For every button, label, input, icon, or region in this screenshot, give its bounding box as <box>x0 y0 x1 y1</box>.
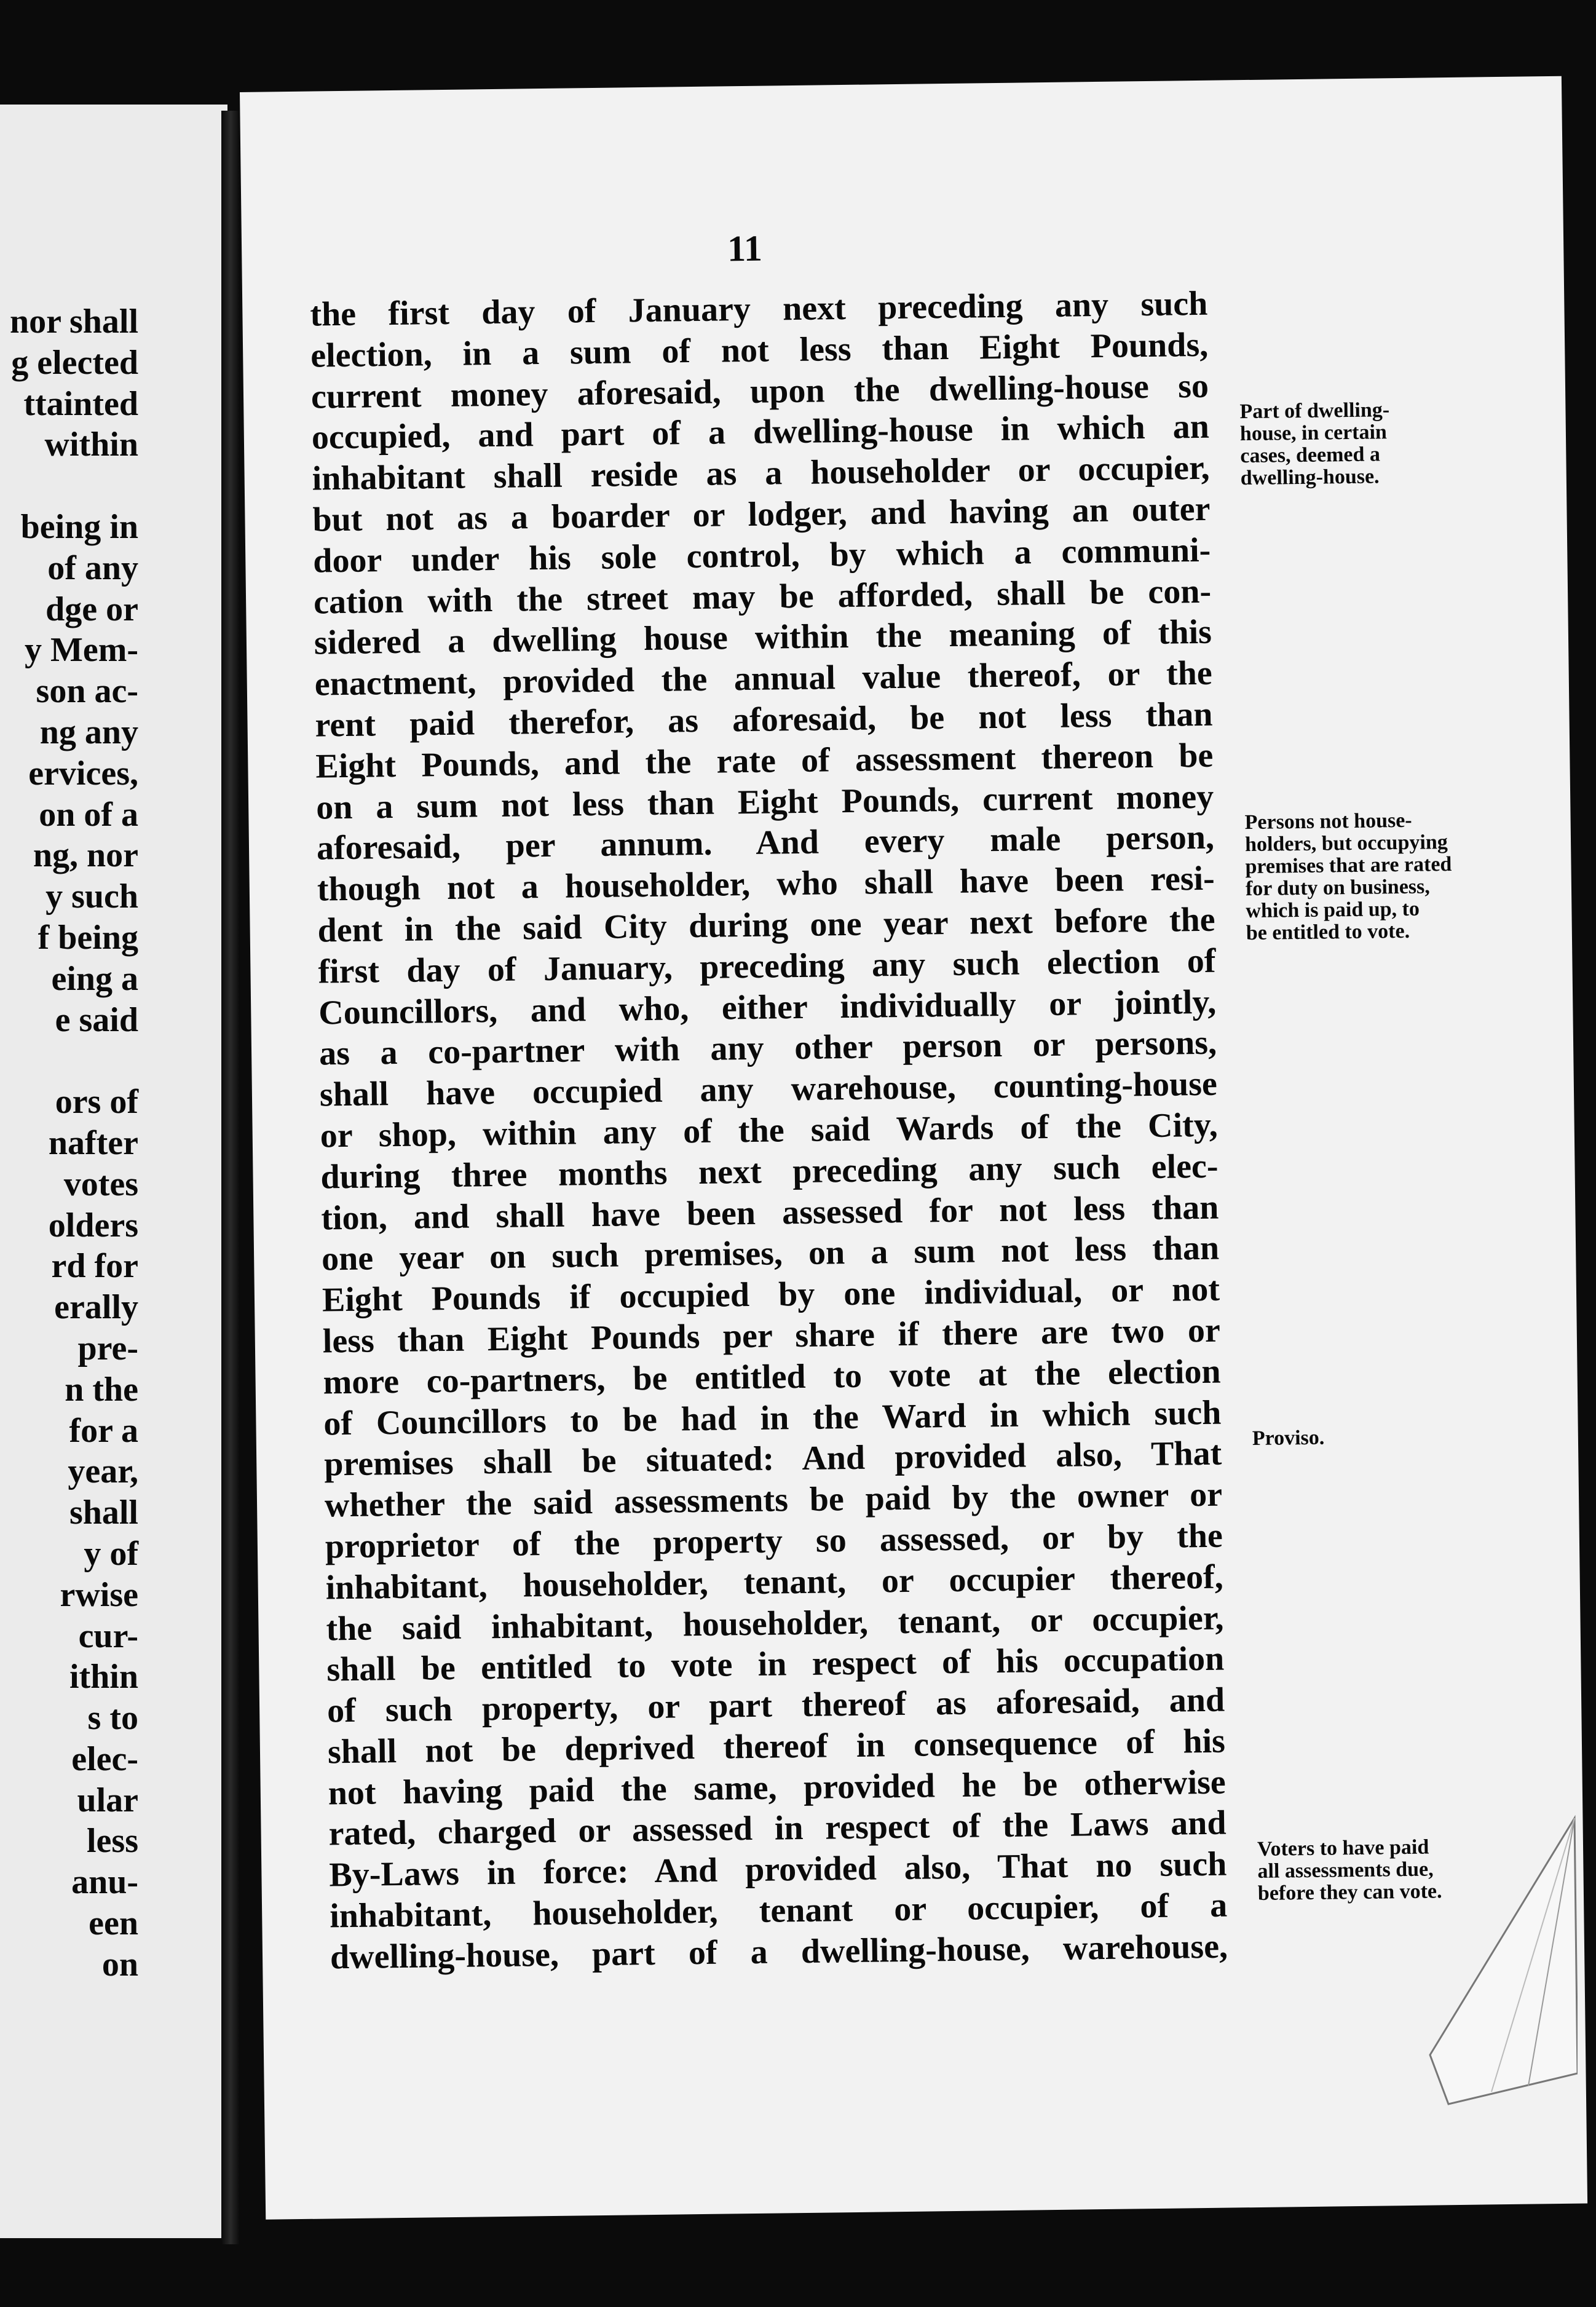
facing-page-line: rd for <box>51 1247 138 1286</box>
text-line: current money aforesaid, upon the dwelling-house so <box>310 366 1209 416</box>
text-line: the said inhabitant, householder, tenant, or occupier, <box>326 1599 1224 1648</box>
text-line: less than Eight Pounds per share if there are two or <box>322 1311 1221 1361</box>
text-line: dent in the said City during one year next before the <box>317 900 1215 950</box>
text-line: door under his sole control, by which a communi- <box>312 531 1211 580</box>
text-line: By-Laws in force: And provided also, That no such <box>329 1845 1227 1894</box>
facing-page-line: year, <box>68 1452 138 1491</box>
text-line: not having paid the same, provided he be otherwise <box>328 1763 1227 1813</box>
facing-page-line: y of <box>84 1534 138 1573</box>
text-line: occupied, and part of a dwelling-house in which an <box>311 408 1210 457</box>
facing-page-line: votes <box>63 1165 138 1203</box>
facing-page-line: eing a <box>51 959 138 998</box>
text-line: on a sum not less than Eight Pounds, current money <box>315 777 1214 827</box>
text-line: shall have occupied any warehouse, counting-house <box>319 1064 1218 1114</box>
text-line: during three months next preceding any such elec- <box>320 1147 1219 1197</box>
facing-page-line: nor shall <box>9 303 138 341</box>
facing-page-line: within <box>44 425 138 464</box>
text-line: as a co-partner with any other person or persons, <box>318 1024 1217 1073</box>
page-corner-fold <box>1424 1815 1578 2123</box>
text-line: dwelling-house, part of a dwelling-house, warehouse, <box>330 1927 1228 1977</box>
document-page <box>240 76 1587 2220</box>
text-line: shall be entitled to vote in respect of his occupation <box>326 1639 1225 1689</box>
facing-page-line: ors of <box>55 1083 138 1122</box>
margin-note: Part of dwelling- house, in certain cases, deemed a dwelling-house. <box>1239 398 1390 490</box>
facing-page-line: ervices, <box>28 754 138 793</box>
facing-page-line: ng, nor <box>33 836 138 875</box>
facing-page-line: n the <box>65 1370 138 1409</box>
facing-page-line: ng any <box>39 713 138 751</box>
text-line: whether the said assessments be paid by the owner or <box>324 1475 1223 1525</box>
facing-page-line: g elected <box>11 343 138 382</box>
text-line: one year on such premises, on a sum not less than <box>321 1229 1220 1278</box>
text-line: but not as a boarder or lodger, and having an outer <box>312 489 1211 539</box>
facing-page-line: ithin <box>69 1658 138 1696</box>
facing-page-line: ular <box>77 1781 138 1819</box>
facing-page-line: een <box>89 1904 138 1943</box>
facing-page-line: anu- <box>71 1863 138 1902</box>
text-line: or shop, within any of the said Wards of the City, <box>320 1106 1219 1155</box>
page-number: 11 <box>727 228 763 269</box>
body-text <box>310 283 1228 1978</box>
text-line: sidered a dwelling house within the meaning of this <box>314 613 1212 662</box>
facing-page-line: being in <box>20 507 138 546</box>
facing-page-line: dge or <box>45 590 138 628</box>
facing-page-line: cur- <box>78 1616 138 1655</box>
facing-page-line <box>10 465 138 507</box>
facing-page-line: ttainted <box>23 384 138 423</box>
text-line: of Councillors to be had in the Ward in which such <box>323 1393 1222 1443</box>
facing-page-line: rwise <box>60 1575 138 1614</box>
text-line: enactment, provided the annual value thereof, or the <box>314 654 1213 703</box>
facing-page-line: y such <box>45 877 138 916</box>
facing-page-line: nafter <box>48 1123 138 1162</box>
text-line: Eight Pounds if occupied by one individual, or not <box>322 1270 1220 1320</box>
facing-page-line: erally <box>54 1288 138 1327</box>
facing-page-line: s to <box>87 1699 138 1738</box>
text-line: inhabitant shall reside as a householder or occupier, <box>312 448 1210 498</box>
text-line: rent paid therefor, as aforesaid, be not less than <box>315 695 1213 745</box>
facing-page <box>0 105 227 2238</box>
text-line: though not a householder, who shall have been resi- <box>317 859 1215 909</box>
facing-page-line: elec- <box>71 1739 138 1778</box>
text-line: cation with the street may be afforded, shall be con- <box>313 572 1212 622</box>
facing-page-line: less <box>87 1822 138 1861</box>
book-gutter <box>221 111 240 2244</box>
margin-note: Voters to have paid all assessments due, before they can vote. <box>1257 1835 1442 1905</box>
facing-page-line: y Mem- <box>24 631 138 670</box>
text-line: shall not be deprived thereof in consequence of his <box>327 1722 1226 1771</box>
facing-page-line: shall <box>69 1494 138 1532</box>
facing-page-line: son ac- <box>36 672 138 711</box>
text-line: first day of January, preceding any such election of <box>318 941 1216 991</box>
text-line: tion, and shall have been assessed for not less than <box>321 1188 1219 1238</box>
text-line: more co-partners, be entitled to vote at the election <box>323 1352 1221 1402</box>
text-line: Eight Pounds, and the rate of assessment thereon be <box>315 736 1214 786</box>
facing-page-line: on of a <box>39 795 138 834</box>
text-line: Councillors, and who, either individually or jointly, <box>318 983 1217 1032</box>
facing-page-line <box>10 1040 138 1082</box>
margin-note: Persons not house- holders, but occupying premises that are rated for duty on business, which is paid up, to be entitled to vote. <box>1244 809 1452 945</box>
text-line: of such property, or part thereof as aforesaid, and <box>326 1680 1225 1730</box>
text-line: premises shall be situated: And provided also, That <box>323 1434 1222 1484</box>
text-line: aforesaid, per annum. And every male person, <box>316 818 1215 868</box>
facing-page-line: of any <box>47 548 138 587</box>
text-line: inhabitant, householder, tenant or occupier, of a <box>329 1886 1228 1936</box>
facing-page-line: olders <box>48 1206 138 1245</box>
facing-page-line: for a <box>69 1411 138 1450</box>
text-line: inhabitant, householder, tenant, or occupier thereof, <box>325 1557 1223 1607</box>
text-line: election, in a sum of not less than Eight Pounds, <box>310 325 1209 375</box>
text-line: the first day of January next preceding any such <box>310 284 1208 334</box>
facing-page-line: on <box>101 1945 138 1984</box>
facing-page-text <box>10 301 138 1985</box>
facing-page-line: e said <box>55 1000 138 1039</box>
text-line: proprietor of the property so assessed, or by the <box>325 1516 1223 1566</box>
margin-note: Proviso. <box>1252 1427 1325 1450</box>
text-line: rated, charged or assessed in respect of the Laws and <box>328 1804 1227 1853</box>
facing-page-line: pre- <box>77 1329 138 1367</box>
facing-page-line: f being <box>38 918 138 957</box>
margin-notes <box>1238 280 1484 1905</box>
